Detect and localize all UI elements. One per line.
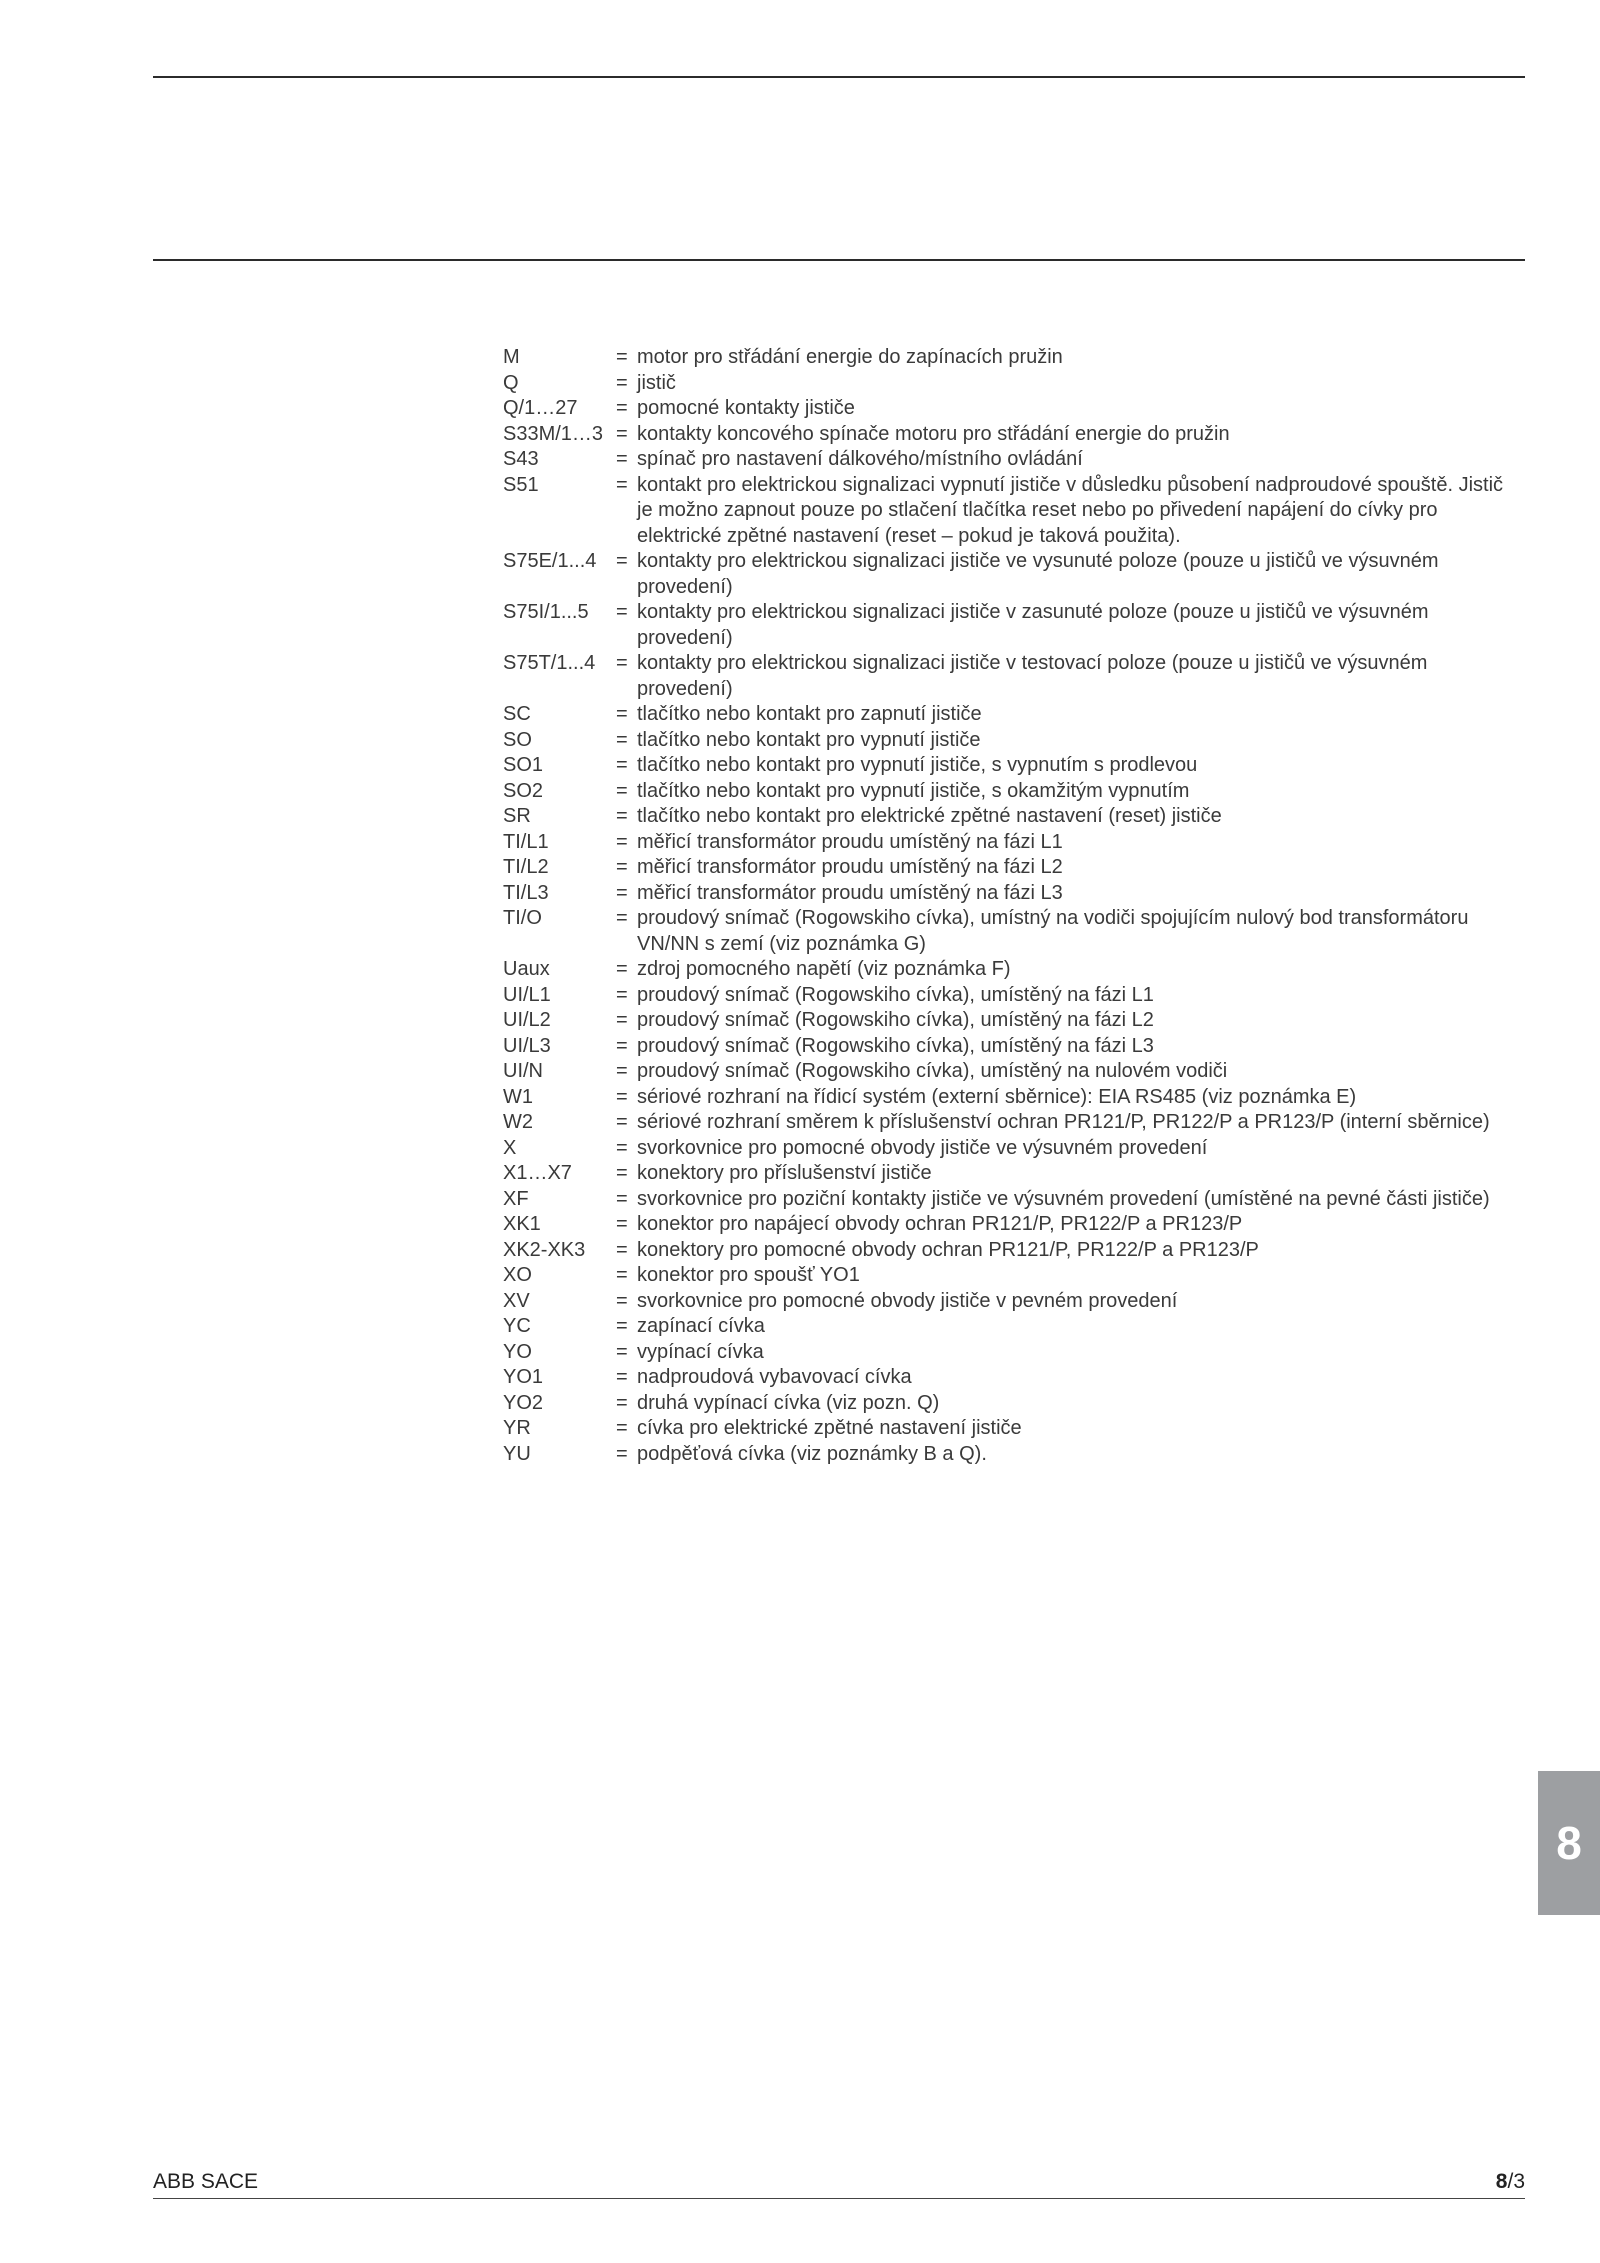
legend-equals: = (616, 1315, 628, 1337)
legend-description: tlačítko nebo kontakt pro vypnutí jističe, s vypnutím s prodlevou (637, 754, 1198, 776)
legend-equals: = (616, 958, 628, 980)
footer-rule (153, 2198, 1525, 2199)
legend-entry (503, 1136, 1518, 1162)
legend-entry (503, 447, 1518, 473)
legend-entry (503, 345, 1518, 371)
legend-equals: = (616, 907, 628, 929)
legend-equals: = (616, 1417, 628, 1439)
section-tab-number: 8 (1556, 1817, 1582, 1869)
legend-description: konektor pro napájecí obvody ochran PR121/P, PR122/P a PR123/P (637, 1213, 1243, 1235)
legend-code: S75I/1...5 (503, 601, 589, 623)
legend-equals: = (616, 346, 628, 368)
legend-entry (503, 1442, 1518, 1468)
legend-code: Q (503, 371, 519, 394)
legend-entry (503, 779, 1518, 805)
legend-equals: = (616, 601, 628, 623)
legend-equals: = (616, 983, 628, 1006)
legend-description: tlačítko nebo kontakt pro elektrické zpětné nastavení (reset) jističe (637, 805, 1222, 827)
legend-code: YO1 (503, 1366, 544, 1388)
legend-code: SO (503, 728, 532, 751)
header-rule-bottom (153, 259, 1525, 261)
legend-code: UI/L2 (503, 1009, 551, 1031)
legend-equals: = (616, 728, 628, 751)
legend-entry (503, 1314, 1518, 1340)
legend-description: vypínací cívka (637, 1340, 764, 1363)
legend-equals: = (616, 881, 628, 904)
footer-page-number (1496, 2170, 1525, 2194)
legend-description: konektor pro spoušť YO1 (637, 1264, 860, 1286)
legend-equals: = (616, 652, 628, 674)
legend-entry (503, 1034, 1518, 1060)
legend-description: tlačítko nebo kontakt pro vypnutí jističe, s okamžitým vypnutím (637, 779, 1190, 802)
legend-equals: = (616, 856, 628, 878)
legend-description: svorkovnice pro pomocné obvody jističe ve výsuvném provedení (637, 1136, 1208, 1159)
legend-equals: = (616, 371, 628, 394)
legend-entry (503, 1187, 1518, 1213)
legend-entry (503, 983, 1518, 1009)
legend-code: X1…X7 (503, 1162, 572, 1184)
legend-description: spínač pro nastavení dálkového/místního ovládání (637, 448, 1083, 470)
legend-code: YU (503, 1442, 531, 1465)
legend-entry (503, 1391, 1518, 1417)
legend-entry (503, 1289, 1518, 1315)
legend-equals: = (616, 805, 628, 827)
legend-entry (503, 957, 1518, 983)
legend-entry (503, 473, 1518, 550)
legend-code: S75E/1...4 (503, 550, 597, 572)
legend-equals: = (616, 1340, 628, 1363)
legend-entry (503, 396, 1518, 422)
legend-equals: = (616, 1442, 628, 1465)
legend-code: UI/N (503, 1060, 543, 1082)
legend-code: M (503, 346, 520, 368)
legend-description: konektory pro příslušenství jističe (637, 1162, 932, 1184)
legend-description: proudový snímač (Rogowskiho cívka), umístný na vodiči spojujícím nulový bod transformátoru VN/NN s zemí (viz poznámka G) (637, 907, 1469, 955)
legend-description: zdroj pomocného napětí (viz poznámka F) (637, 958, 1011, 980)
legend-code: SR (503, 805, 531, 827)
legend-code: YO (503, 1340, 532, 1363)
legend-entry (503, 830, 1518, 856)
legend-description: kontakty pro elektrickou signalizaci jističe ve vysunuté poloze (pouze u jističů ve výsuvném provedení) (637, 550, 1439, 598)
legend-code: XO (503, 1264, 532, 1286)
legend-equals: = (616, 1289, 628, 1312)
legend-description: proudový snímač (Rogowskiho cívka), umístěný na fázi L2 (637, 1009, 1154, 1031)
footer-page-section: 8 (1495, 2170, 1508, 2193)
legend-entry (503, 906, 1518, 957)
legend-description: konektory pro pomocné obvody ochran PR121/P, PR122/P a PR123/P (637, 1238, 1259, 1261)
legend-entry (503, 804, 1518, 830)
legend-description: motor pro střádání energie do zapínacích pružin (637, 346, 1063, 368)
legend-code: S51 (503, 473, 539, 496)
legend-entry (503, 1085, 1518, 1111)
legend-code: XF (503, 1187, 529, 1210)
legend-code: S43 (503, 448, 539, 470)
legend-code: YR (503, 1417, 531, 1439)
legend-entry (503, 1110, 1518, 1136)
legend-equals: = (616, 1391, 628, 1414)
legend-equals: = (616, 1366, 628, 1388)
legend-description: proudový snímač (Rogowskiho cívka), umístěný na fázi L3 (637, 1034, 1154, 1057)
legend-description: svorkovnice pro pomocné obvody jističe v pevném provedení (637, 1289, 1178, 1312)
legend-entry (503, 855, 1518, 881)
legend-description: sériové rozhraní na řídicí systém (externí sběrnice): EIA RS485 (viz poznámka E) (637, 1085, 1357, 1108)
legend-description: tlačítko nebo kontakt pro vypnutí jističe (637, 728, 981, 751)
legend-code: X (503, 1136, 517, 1159)
legend-equals: = (616, 703, 628, 725)
section-tab (1538, 1771, 1600, 1915)
legend-equals: = (616, 448, 628, 470)
legend-equals: = (616, 754, 628, 776)
legend-code: Uaux (503, 958, 550, 980)
legend-description: kontakt pro elektrickou signalizaci vypnutí jističe v důsledku působení nadproudové spouště. Jistič je možno zapnout pouze po stlačení tlačítka reset nebo po přivedení napájení do cívky pro elektrické zpětné nastavení (reset – pokud je taková použita). (637, 473, 1504, 547)
legend-description: kontakty koncového spínače motoru pro střádání energie do pružin (637, 422, 1230, 445)
legend-description: měřicí transformátor proudu umístěný na fázi L2 (637, 856, 1063, 878)
legend-equals: = (616, 1034, 628, 1057)
legend-entry (503, 1212, 1518, 1238)
legend-equals: = (616, 1111, 628, 1133)
legend-entry (503, 753, 1518, 779)
legend-equals: = (616, 550, 628, 572)
legend-entry (503, 881, 1518, 907)
legend-entry (503, 728, 1518, 754)
legend-entry (503, 1263, 1518, 1289)
legend-entry (503, 1340, 1518, 1366)
legend-description: zapínací cívka (637, 1315, 765, 1337)
legend-code: YC (503, 1315, 531, 1337)
legend-equals: = (616, 779, 628, 802)
legend-code: S75T/1...4 (503, 652, 596, 674)
legend-description: proudový snímač (Rogowskiho cívka), umístěný na nulovém vodiči (637, 1060, 1228, 1082)
legend-code: YO2 (503, 1391, 544, 1414)
legend-description: kontakty pro elektrickou signalizaci jističe v testovací poloze (pouze u jističů ve výsuvném provedení) (637, 652, 1428, 700)
legend-equals: = (616, 1187, 628, 1210)
footer-page-rest: /3 (1507, 2170, 1525, 2193)
legend-code: SO1 (503, 754, 544, 776)
legend-description: pomocné kontakty jističe (637, 397, 855, 419)
legend-code: TI/L3 (503, 881, 549, 904)
legend-entry (503, 1059, 1518, 1085)
legend-entry (503, 371, 1518, 397)
legend-code: XK2-XK3 (503, 1238, 586, 1261)
legend-code: W1 (503, 1085, 533, 1108)
legend-code: SO2 (503, 779, 544, 802)
legend-equals: = (616, 1009, 628, 1031)
legend-description: jistič (637, 371, 676, 394)
legend-code: UI/L1 (503, 983, 551, 1006)
legend-entry (503, 1161, 1518, 1187)
legend-description: měřicí transformátor proudu umístěný na fázi L1 (637, 830, 1063, 853)
legend-equals: = (616, 473, 628, 496)
legend-code: TI/O (503, 907, 542, 929)
legend-equals: = (616, 1085, 628, 1108)
legend-code: XK1 (503, 1213, 541, 1235)
legend-description: sériové rozhraní směrem k příslušenství ochran PR121/P, PR122/P a PR123/P (interní sběrnice) (637, 1111, 1490, 1133)
legend-description: svorkovnice pro poziční kontakty jističe ve výsuvném provedení (umístěné na pevné části jističe) (637, 1187, 1490, 1210)
symbol-legend (503, 345, 1518, 1467)
footer-company: ABB SACE (153, 2170, 259, 2193)
legend-code: TI/L1 (503, 830, 549, 853)
legend-description: cívka pro elektrické zpětné nastavení jističe (637, 1417, 1022, 1439)
legend-equals: = (616, 1238, 628, 1261)
legend-equals: = (616, 1162, 628, 1184)
legend-description: tlačítko nebo kontakt pro zapnutí jističe (637, 703, 982, 725)
legend-code: SC (503, 703, 531, 725)
legend-entry (503, 549, 1518, 600)
legend-equals: = (616, 397, 628, 419)
legend-equals: = (616, 830, 628, 853)
legend-description: druhá vypínací cívka (viz pozn. Q) (637, 1391, 940, 1414)
legend-code: XV (503, 1289, 530, 1312)
legend-description: nadproudová vybavovací cívka (637, 1366, 912, 1388)
legend-entry (503, 651, 1518, 702)
legend-description: kontakty pro elektrickou signalizaci jističe v zasunuté poloze (pouze u jističů ve výsuvném provedení) (637, 601, 1429, 649)
legend-entry (503, 1008, 1518, 1034)
legend-code: Q/1…27 (503, 397, 578, 419)
legend-code: S33M/1…3 (503, 422, 604, 445)
legend-description: měřicí transformátor proudu umístěný na fázi L3 (637, 881, 1063, 904)
legend-equals: = (616, 1264, 628, 1286)
legend-entry (503, 1416, 1518, 1442)
legend-description: podpěťová cívka (viz poznámky B a Q). (637, 1442, 987, 1465)
legend-entry (503, 422, 1518, 448)
header-rule-top (153, 76, 1525, 78)
legend-equals: = (616, 1213, 628, 1235)
legend-entry (503, 1365, 1518, 1391)
legend-equals: = (616, 1060, 628, 1082)
legend-description: proudový snímač (Rogowskiho cívka), umístěný na fázi L1 (637, 983, 1154, 1006)
legend-code: UI/L3 (503, 1034, 551, 1057)
legend-code: TI/L2 (503, 856, 549, 878)
legend-code: W2 (503, 1111, 533, 1133)
legend-entry (503, 702, 1518, 728)
legend-entry (503, 600, 1518, 651)
legend-equals: = (616, 422, 628, 445)
legend-entry (503, 1238, 1518, 1264)
legend-equals: = (616, 1136, 628, 1159)
